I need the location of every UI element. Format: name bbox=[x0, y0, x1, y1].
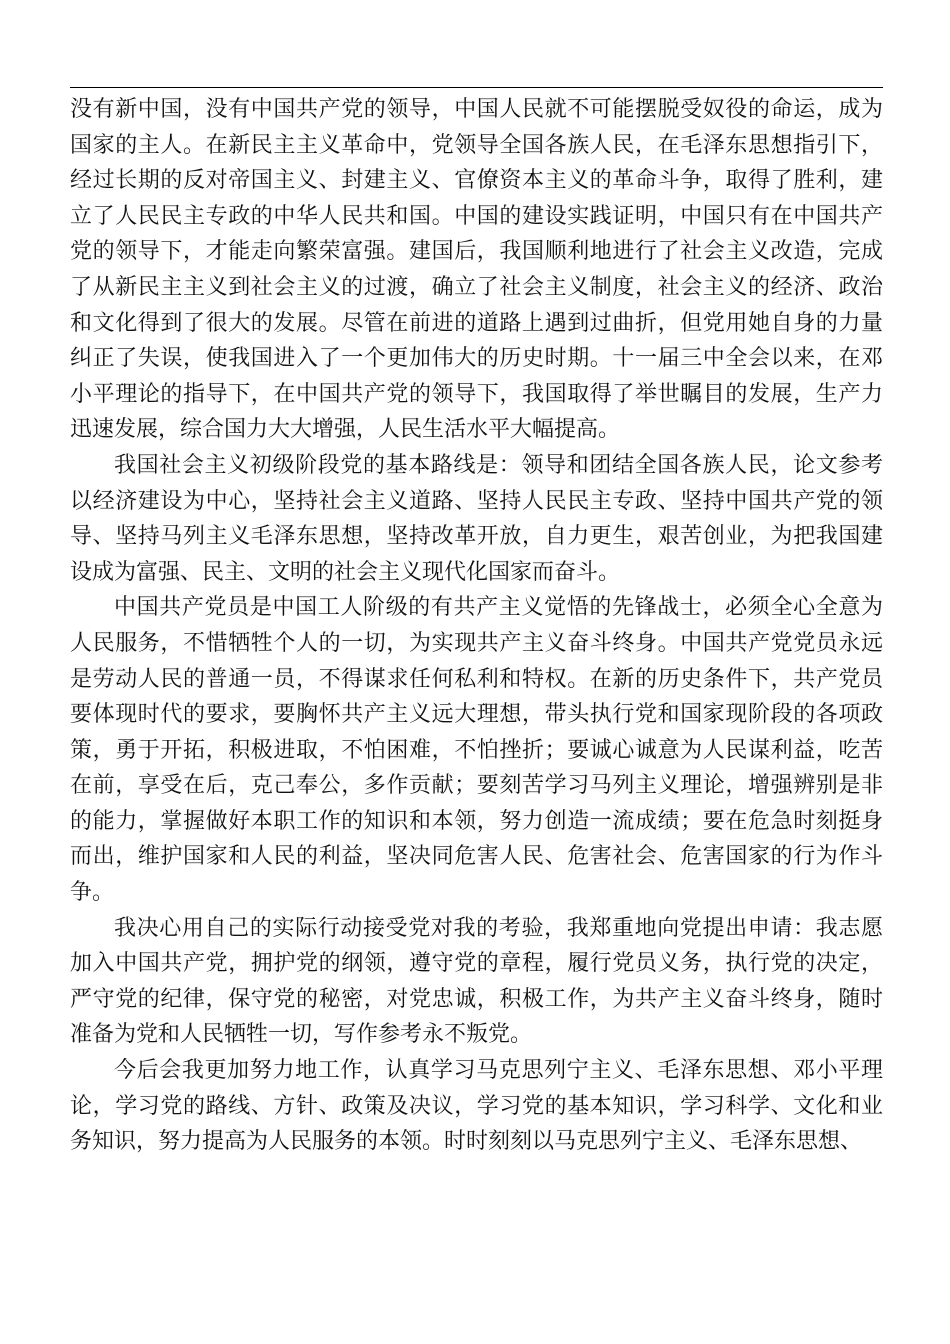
paragraph-2: 我国社会主义初级阶段党的基本路线是：领导和团结全国各族人民，论文参考以经济建设为中心，坚持社会主义道路、坚持人民民主专政、坚持中国共产党的领导、坚持马列主义毛泽东思想，坚持改革开放，自力更生，艰苦创业，为把我国建设成为富强、民主、文明的社会主义现代化国家而奋斗。 bbox=[70, 452, 883, 585]
paragraph-4: 我决心用自己的实际行动接受党对我的考验，我郑重地向党提出申请：我志愿加入中国共产党，拥护党的纲领，遵守党的章程，履行党员义务，执行党的决定，严守党的纪律，保守党的秘密，对党忠诚，积极工作，为共产主义奋斗终身，随时准备为党和人民牺牲一切，写作参考永不叛党。 bbox=[70, 915, 883, 1048]
paragraph-1: 没有新中国，没有中国共产党的领导，中国人民就不可能摆脱受奴役的命运，成为国家的主人。在新民主主义革命中，党领导全国各族人民，在毛泽东思想指引下，经过长期的反对帝国主义、封建主义、官僚资本主义的革命斗争，取得了胜利，建立了人民民主专政的中华人民共和国。中国的建设实践证明，中国只有在中国共产党的领导下，才能走向繁荣富强。建国后，我国顺利地进行了社会主义改造，完成了从新民主主义到社会主义的过渡，确立了社会主义制度，社会主义的经济、政治和文化得到了很大的发展。尽管在前进的道路上遇到过曲折，但党用她自身的力量纠正了失误，使我国进入了一个更加伟大的历史时期。十一届三中全会以来，在邓小平理论的指导下，在中国共产党的领导下，我国取得了举世瞩目的发展，生产力迅速发展，综合国力大大增强，人民生活水平大幅提高。 bbox=[70, 97, 883, 443]
paragraph-5: 今后会我更加努力地工作，认真学习马克思列宁主义、毛泽东思想、邓小平理论，学习党的路线、方针、政策及决议，学习党的基本知识，学习科学、文化和业务知识，努力提高为人民服务的本领。时时刻刻以马克思列宁主义、毛泽东思想、 bbox=[70, 1058, 883, 1155]
header-rule bbox=[70, 87, 883, 88]
document-body bbox=[70, 92, 883, 1160]
paragraph-3: 中国共产党员是中国工人阶级的有共产主义觉悟的先锋战士，必须全心全意为人民服务，不惜牺牲个人的一切，为实现共产主义奋斗终身。中国共产党党员永远是劳动人民的普通一员，不得谋求任何私利和特权。在新的历史条件下，共产党员要体现时代的要求，要胸怀共产主义远大理想，带头执行党和国家现阶段的各项政策，勇于开拓，积极进取，不怕困难，不怕挫折；要诚心诚意为人民谋利益，吃苦在前，享受在后，克己奉公，多作贡献；要刻苦学习马列主义理论，增强辨别是非的能力，掌握做好本职工作的知识和本领，努力创造一流成绩；要在危急时刻挺身而出，维护国家和人民的利益，坚决同危害人民、危害社会、危害国家的行为作斗争。 bbox=[70, 595, 883, 906]
